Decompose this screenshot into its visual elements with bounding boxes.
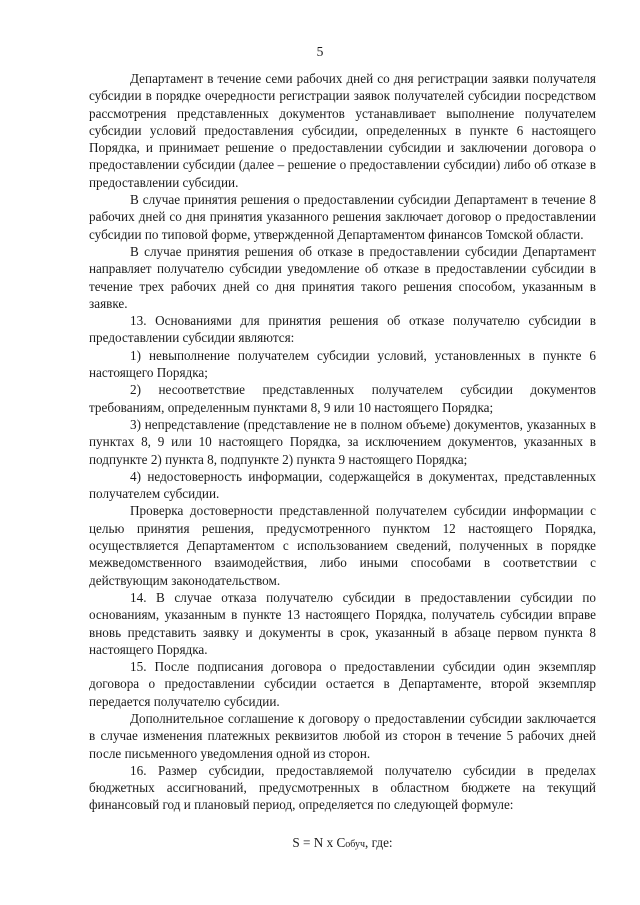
list-item-13-3: 3) непредставление (представление не в полном объеме) документов, указанных в пунктах 8, 9 или 10 настоящего Порядка, за исключением документов, указанных в подпункте 2) пункта 8, подпункте 2) пункта 9 настоящего Порядка;	[89, 416, 596, 467]
paragraph-item-14: 14. В случае отказа получателю субсидии в предоставлении субсидии по основаниям, указанным в пункте 13 настоящего Порядка, получатель субсидии вправе вновь представить заявку и документы в срок, указанный в абзаце первом пункта 8 настоящего Порядка.	[89, 589, 596, 657]
formula-main: S = N x C	[292, 834, 346, 850]
list-item-13-2: 2) несоответствие представленных получателем субсидии документов требованиям, определенным пунктами 8, 9 или 10 настоящего Порядка;	[89, 382, 596, 415]
paragraph-additional-agreement: Дополнительное соглашение к договору о предоставлении субсидии заключается в случае изменения платежных реквизитов любой из сторон в течение 5 рабочих дней после письменного уведомления одной из сторон.	[89, 710, 596, 761]
formula-subscript: обуч	[345, 838, 366, 850]
paragraph-refusal-notice: В случае принятия решения об отказе в предоставлении субсидии Департамент направляет получателю субсидии уведомление об отказе в предоставлении субсидии в течение трех рабочих дней со дня принятия такого решения способом, указанным в заявке.	[89, 243, 596, 311]
formula-suffix: , где:	[365, 834, 393, 850]
list-item-13-4: 4) недостоверность информации, содержащейся в документах, представленных получателем субсидии.	[89, 468, 596, 502]
paragraph-approval-contract: В случае принятия решения о предоставлении субсидии Департамент в течение 8 рабочих дней со дня принятия указанного решения заключает договор о предоставлении субсидии по типовой форме, утвержденной Департаментом финансов Томской области.	[89, 192, 596, 242]
paragraph-item-15: 15. После подписания договора о предоставлении субсидии один экземпляр договора о предоставлении субсидии остается в Департаменте, второй экземпляр передается получателю субсидии.	[89, 659, 596, 709]
subsidy-formula	[89, 834, 596, 853]
list-item-13-1: 1) невыполнение получателем субсидии условий, установленных в пункте 6 настоящего Порядка;	[89, 347, 596, 381]
paragraph-department-review: Департамент в течение семи рабочих дней со дня регистрации заявки получателя субсидии в порядке очередности регистрации заявок получателей субсидии посредством рассмотрения представленных документов устанавливает выполнение получателем субсидии условий предоставления субсидии, определенных в пункте 6 настоящего Порядка, и принимает решение о предоставлении субсидии и заключении договора о предоставлении субсидии (далее – решение о предоставлении субсидии) либо об отказе в предоставлении субсидии.	[89, 71, 596, 190]
page-number: 5	[316, 44, 324, 59]
paragraph-verification: Проверка достоверности представленной получателем субсидии информации с целью принятия решения, предусмотренного пунктом 12 настоящего Порядка, осуществляется Департаментом с использованием сведений, полученных в порядке межведомственного взаимодействия, либо иными способами в соответствии с действующим законодательством.	[89, 503, 596, 588]
document-body	[89, 70, 596, 853]
paragraph-item-13: 13. Основаниями для принятия решения об отказе получателю субсидии в предоставлении субсидии являются:	[89, 313, 596, 346]
paragraph-item-16: 16. Размер субсидии, предоставляемой получателю субсидии в пределах бюджетных ассигнований, предусмотренных в областном бюджете на текущий финансовый год и плановый период, определяется по следующей формуле:	[89, 762, 596, 813]
